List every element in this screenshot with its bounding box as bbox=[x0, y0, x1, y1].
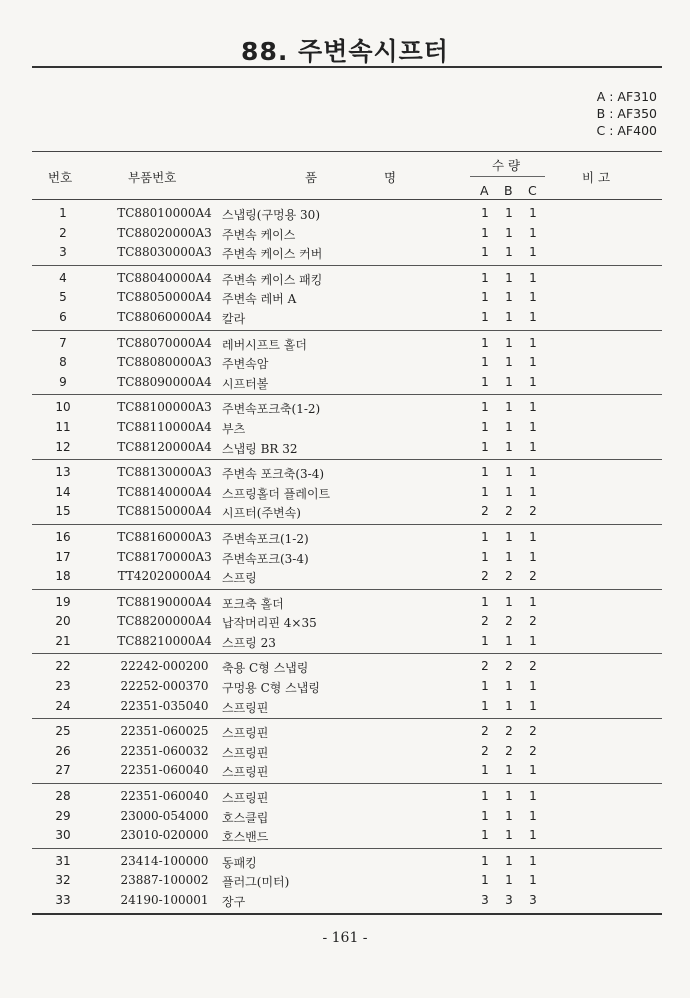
cell-part-name: 스프링핀 bbox=[222, 726, 269, 741]
cell-qty-b: 1 bbox=[505, 290, 513, 305]
table-row bbox=[32, 269, 662, 289]
table-row bbox=[32, 787, 662, 807]
cell-qty-c: 1 bbox=[529, 400, 537, 415]
cell-part-number: 22351-060040 bbox=[120, 789, 209, 804]
cell-qty-a: 1 bbox=[481, 789, 489, 804]
table-row bbox=[32, 398, 662, 418]
cell-qty-a: 1 bbox=[481, 484, 489, 499]
cell-qty-c: 1 bbox=[529, 484, 537, 499]
cell-qty-b: 1 bbox=[505, 465, 513, 480]
cell-part-name: 주변속 포크축(3-4) bbox=[222, 467, 325, 482]
cell-qty-b: 2 bbox=[505, 569, 513, 584]
cell-qty-a: 1 bbox=[481, 808, 489, 823]
row-group bbox=[32, 525, 662, 590]
table-row bbox=[32, 593, 662, 613]
cell-part-name: 부츠 bbox=[222, 421, 246, 436]
cell-qty-b: 2 bbox=[505, 724, 513, 739]
table-row bbox=[32, 502, 662, 522]
cell-part-number: TT42020000A4 bbox=[117, 569, 212, 584]
row-group bbox=[32, 590, 662, 655]
cell-number: 23 bbox=[55, 679, 71, 694]
cell-qty-b: 1 bbox=[505, 529, 513, 544]
model-legend-item: A : AF310 bbox=[596, 89, 657, 104]
cell-qty-a: 1 bbox=[481, 245, 489, 260]
cell-part-name: 동패킹 bbox=[222, 855, 257, 870]
cell-qty-a: 1 bbox=[481, 206, 489, 220]
cell-part-number: TC88130000A3 bbox=[117, 465, 212, 480]
cell-qty-c: 1 bbox=[529, 225, 537, 240]
row-group bbox=[32, 331, 662, 396]
cell-qty-a: 1 bbox=[481, 355, 489, 370]
cell-number: 31 bbox=[55, 853, 71, 868]
cell-part-number: TC88150000A4 bbox=[117, 504, 212, 519]
cell-qty-c: 1 bbox=[529, 679, 537, 694]
row-group bbox=[32, 266, 662, 331]
cell-qty-b: 1 bbox=[505, 439, 513, 454]
header-quantity: 수 량 bbox=[492, 158, 521, 173]
cell-part-name: 플러그(미터) bbox=[222, 875, 290, 890]
cell-qty-a: 1 bbox=[481, 270, 489, 285]
cell-qty-c: 2 bbox=[529, 569, 537, 584]
cell-qty-b: 1 bbox=[505, 355, 513, 370]
cell-qty-b: 2 bbox=[505, 504, 513, 519]
cell-qty-c: 1 bbox=[529, 828, 537, 843]
cell-number: 26 bbox=[55, 743, 71, 758]
cell-qty-c: 2 bbox=[529, 504, 537, 519]
table-row bbox=[32, 483, 662, 503]
cell-number: 25 bbox=[55, 724, 71, 739]
cell-qty-a: 2 bbox=[481, 569, 489, 584]
cell-part-number: TC88120000A4 bbox=[117, 439, 212, 454]
cell-number: 8 bbox=[59, 355, 67, 370]
cell-part-number: 23887-100002 bbox=[120, 873, 209, 888]
row-group bbox=[32, 849, 662, 915]
model-legend-item: C : AF400 bbox=[596, 123, 657, 138]
cell-part-name: 장구 bbox=[222, 895, 246, 909]
table-row bbox=[32, 612, 662, 632]
cell-qty-c: 1 bbox=[529, 419, 537, 434]
cell-part-number: TC88100000A3 bbox=[117, 400, 212, 415]
cell-number: 28 bbox=[55, 789, 71, 804]
cell-qty-a: 1 bbox=[481, 529, 489, 544]
cell-qty-b: 1 bbox=[505, 419, 513, 434]
cell-number: 2 bbox=[59, 225, 67, 240]
table-row bbox=[32, 852, 662, 872]
cell-qty-b: 1 bbox=[505, 270, 513, 285]
cell-qty-c: 1 bbox=[529, 374, 537, 389]
cell-qty-c: 1 bbox=[529, 808, 537, 823]
cell-number: 13 bbox=[55, 465, 71, 480]
cell-qty-c: 1 bbox=[529, 633, 537, 648]
cell-number: 19 bbox=[55, 594, 71, 609]
header-note: 비 고 bbox=[582, 170, 611, 185]
cell-qty-a: 1 bbox=[481, 853, 489, 868]
title-divider bbox=[32, 66, 662, 68]
cell-part-number: TC88090000A4 bbox=[117, 374, 212, 389]
model-legend-item: B : AF350 bbox=[596, 106, 657, 121]
cell-number: 14 bbox=[55, 484, 71, 499]
cell-part-name: 주변속 케이스 커버 bbox=[222, 247, 323, 262]
cell-qty-b: 3 bbox=[505, 893, 513, 907]
cell-qty-c: 1 bbox=[529, 309, 537, 324]
table-row bbox=[32, 463, 662, 483]
cell-part-number: TC88040000A4 bbox=[117, 270, 212, 285]
cell-qty-b: 1 bbox=[505, 873, 513, 888]
table-row bbox=[32, 373, 662, 393]
cell-number: 3 bbox=[59, 245, 67, 260]
model-legend bbox=[597, 88, 658, 139]
cell-qty-b: 1 bbox=[505, 206, 513, 220]
cell-qty-b: 1 bbox=[505, 549, 513, 564]
cell-number: 29 bbox=[55, 808, 71, 823]
row-group bbox=[32, 654, 662, 719]
table-row bbox=[32, 288, 662, 308]
cell-part-number: TC88190000A4 bbox=[117, 594, 212, 609]
cell-qty-c: 2 bbox=[529, 724, 537, 739]
cell-qty-b: 1 bbox=[505, 808, 513, 823]
cell-part-number: TC88110000A4 bbox=[117, 419, 212, 434]
cell-qty-c: 1 bbox=[529, 853, 537, 868]
cell-qty-b: 1 bbox=[505, 594, 513, 609]
cell-part-number: 23000-054000 bbox=[120, 808, 209, 823]
cell-qty-b: 1 bbox=[505, 484, 513, 499]
cell-qty-a: 1 bbox=[481, 549, 489, 564]
cell-qty-a: 1 bbox=[481, 419, 489, 434]
header-qty-c: C bbox=[528, 183, 537, 198]
table-row bbox=[32, 334, 662, 354]
cell-part-name: 스프링핀 bbox=[222, 765, 269, 780]
page-number: - 161 - bbox=[322, 930, 368, 946]
cell-part-number: 22351-035040 bbox=[120, 698, 209, 713]
row-group bbox=[32, 460, 662, 525]
cell-part-name: 스프링핀 bbox=[222, 745, 269, 760]
table-row bbox=[32, 742, 662, 762]
cell-part-number: TC88050000A4 bbox=[117, 290, 212, 305]
table-row bbox=[32, 807, 662, 827]
cell-qty-a: 2 bbox=[481, 504, 489, 519]
cell-part-number: TC88210000A4 bbox=[117, 633, 212, 648]
cell-qty-c: 1 bbox=[529, 549, 537, 564]
cell-qty-b: 1 bbox=[505, 309, 513, 324]
cell-part-name: 호스클립 bbox=[222, 810, 269, 825]
cell-qty-a: 1 bbox=[481, 290, 489, 305]
header-no: 번호 bbox=[48, 170, 73, 185]
cell-part-name: 스냅링(구멍용 30) bbox=[222, 208, 320, 222]
cell-qty-a: 1 bbox=[481, 873, 489, 888]
cell-qty-a: 1 bbox=[481, 400, 489, 415]
cell-qty-a: 1 bbox=[481, 225, 489, 240]
cell-part-number: TC88160000A3 bbox=[117, 529, 212, 544]
cell-part-name: 구멍용 C형 스냅링 bbox=[222, 681, 320, 696]
cell-part-name: 스프링 23 bbox=[222, 635, 276, 650]
table-row bbox=[32, 548, 662, 568]
cell-qty-c: 1 bbox=[529, 789, 537, 804]
cell-part-number: TC88020000A3 bbox=[117, 225, 212, 240]
cell-part-name: 주변속 케이스 bbox=[222, 227, 296, 242]
cell-part-number: 22351-060025 bbox=[120, 724, 209, 739]
cell-part-name: 주변속 케이스 패킹 bbox=[222, 272, 323, 287]
row-group bbox=[32, 201, 662, 266]
cell-qty-a: 1 bbox=[481, 374, 489, 389]
cell-qty-c: 2 bbox=[529, 614, 537, 629]
cell-number: 1 bbox=[59, 206, 67, 220]
cell-part-name: 주변속 레버 A bbox=[222, 292, 297, 307]
cell-part-name: 스프링핀 bbox=[222, 791, 269, 806]
cell-qty-a: 2 bbox=[481, 614, 489, 629]
cell-qty-a: 1 bbox=[481, 679, 489, 694]
cell-qty-a: 2 bbox=[481, 743, 489, 758]
table-row bbox=[32, 697, 662, 717]
cell-qty-c: 1 bbox=[529, 290, 537, 305]
cell-number: 24 bbox=[55, 698, 71, 713]
cell-qty-c: 1 bbox=[529, 873, 537, 888]
header-name-part2: 명 bbox=[384, 170, 397, 185]
table-row bbox=[32, 353, 662, 373]
cell-qty-c: 1 bbox=[529, 763, 537, 778]
cell-part-number: TC88030000A3 bbox=[117, 245, 212, 260]
cell-part-number: 22351-060032 bbox=[120, 743, 209, 758]
cell-part-number: 22351-060040 bbox=[120, 763, 209, 778]
cell-number: 4 bbox=[59, 270, 67, 285]
cell-qty-c: 1 bbox=[529, 270, 537, 285]
table-row bbox=[32, 567, 662, 587]
parts-table bbox=[32, 201, 662, 915]
cell-number: 7 bbox=[59, 335, 67, 350]
cell-qty-b: 1 bbox=[505, 374, 513, 389]
cell-number: 33 bbox=[55, 893, 71, 907]
cell-part-number: 24190-100001 bbox=[120, 893, 209, 907]
header-name-part1: 품 bbox=[305, 170, 318, 185]
cell-number: 20 bbox=[55, 614, 71, 629]
cell-qty-a: 1 bbox=[481, 309, 489, 324]
quantity-header-rule bbox=[470, 176, 545, 177]
cell-number: 16 bbox=[55, 529, 71, 544]
cell-qty-a: 3 bbox=[481, 893, 489, 907]
cell-qty-b: 1 bbox=[505, 225, 513, 240]
cell-part-number: TC88070000A4 bbox=[117, 335, 212, 350]
table-row bbox=[32, 891, 662, 911]
table-row bbox=[32, 677, 662, 697]
cell-number: 21 bbox=[55, 633, 71, 648]
cell-qty-a: 1 bbox=[481, 439, 489, 454]
cell-qty-b: 1 bbox=[505, 789, 513, 804]
cell-part-name: 칼라 bbox=[222, 311, 246, 326]
cell-part-number: TC88200000A4 bbox=[117, 614, 212, 629]
cell-part-name: 주변속암 bbox=[222, 357, 269, 372]
table-row bbox=[32, 224, 662, 244]
cell-part-number: 22242-000200 bbox=[120, 659, 209, 674]
table-row bbox=[32, 528, 662, 548]
cell-qty-c: 3 bbox=[529, 893, 537, 907]
cell-qty-c: 1 bbox=[529, 594, 537, 609]
cell-part-name: 스냅링 BR 32 bbox=[222, 441, 298, 456]
cell-qty-a: 1 bbox=[481, 828, 489, 843]
cell-part-name: 레버시프트 홀더 bbox=[222, 337, 307, 352]
cell-part-number: TC88010000A4 bbox=[117, 206, 212, 220]
table-row bbox=[32, 308, 662, 328]
cell-part-number: TC88080000A3 bbox=[117, 355, 212, 370]
cell-qty-b: 1 bbox=[505, 853, 513, 868]
header-top-rule bbox=[32, 151, 662, 152]
cell-qty-b: 1 bbox=[505, 245, 513, 260]
table-row bbox=[32, 438, 662, 458]
table-row bbox=[32, 657, 662, 677]
cell-qty-a: 2 bbox=[481, 724, 489, 739]
cell-qty-a: 1 bbox=[481, 465, 489, 480]
cell-qty-b: 1 bbox=[505, 633, 513, 648]
cell-qty-b: 1 bbox=[505, 828, 513, 843]
cell-qty-b: 2 bbox=[505, 743, 513, 758]
cell-part-name: 스프링홀더 플레이트 bbox=[222, 486, 331, 501]
row-group bbox=[32, 395, 662, 460]
cell-number: 6 bbox=[59, 309, 67, 324]
table-row bbox=[32, 243, 662, 263]
cell-number: 9 bbox=[59, 374, 67, 389]
table-row bbox=[32, 826, 662, 846]
cell-part-name: 호스밴드 bbox=[222, 830, 269, 845]
cell-qty-c: 1 bbox=[529, 206, 537, 220]
cell-number: 30 bbox=[55, 828, 71, 843]
cell-part-number: 23414-100000 bbox=[120, 853, 209, 868]
cell-qty-c: 1 bbox=[529, 529, 537, 544]
cell-qty-a: 1 bbox=[481, 335, 489, 350]
cell-qty-a: 1 bbox=[481, 594, 489, 609]
cell-number: 22 bbox=[55, 659, 71, 674]
cell-part-name: 시프터(주변속) bbox=[222, 506, 301, 521]
header-qty-b: B bbox=[504, 183, 513, 198]
cell-part-name: 납작머리핀 4×35 bbox=[222, 616, 317, 631]
cell-part-number: TC88140000A4 bbox=[117, 484, 212, 499]
cell-number: 12 bbox=[55, 439, 71, 454]
table-row bbox=[32, 871, 662, 891]
cell-qty-b: 1 bbox=[505, 335, 513, 350]
cell-number: 15 bbox=[55, 504, 71, 519]
cell-qty-c: 1 bbox=[529, 245, 537, 260]
cell-qty-a: 2 bbox=[481, 659, 489, 674]
table-row bbox=[32, 761, 662, 781]
cell-number: 11 bbox=[55, 419, 71, 434]
page-title: 88. 주변속시프터 bbox=[241, 37, 449, 66]
table-row bbox=[32, 418, 662, 438]
cell-qty-a: 1 bbox=[481, 698, 489, 713]
cell-part-name: 스프링 bbox=[222, 571, 257, 586]
cell-qty-a: 1 bbox=[481, 763, 489, 778]
table-row bbox=[32, 204, 662, 224]
cell-qty-c: 1 bbox=[529, 355, 537, 370]
cell-part-name: 주변속포크(3-4) bbox=[222, 551, 309, 566]
header-qty-a: A bbox=[480, 183, 489, 198]
cell-qty-a: 1 bbox=[481, 633, 489, 648]
cell-qty-c: 1 bbox=[529, 439, 537, 454]
cell-part-number: TC88060000A4 bbox=[117, 309, 212, 324]
cell-qty-b: 1 bbox=[505, 679, 513, 694]
cell-number: 17 bbox=[55, 549, 71, 564]
cell-qty-c: 2 bbox=[529, 743, 537, 758]
cell-number: 18 bbox=[55, 569, 71, 584]
cell-part-name: 시프터볼 bbox=[222, 376, 269, 391]
cell-qty-c: 1 bbox=[529, 335, 537, 350]
cell-part-name: 주변속포크축(1-2) bbox=[222, 402, 321, 417]
cell-part-number: TC88170000A3 bbox=[117, 549, 212, 564]
cell-number: 10 bbox=[55, 400, 71, 415]
cell-part-name: 스프링핀 bbox=[222, 700, 269, 715]
cell-part-name: 축용 C형 스냅링 bbox=[222, 661, 309, 676]
header-part-number: 부품번호 bbox=[128, 170, 177, 185]
cell-number: 27 bbox=[55, 763, 71, 778]
header-bottom-rule bbox=[32, 199, 662, 200]
cell-qty-b: 2 bbox=[505, 614, 513, 629]
table-row bbox=[32, 632, 662, 652]
cell-qty-b: 2 bbox=[505, 659, 513, 674]
table-row bbox=[32, 722, 662, 742]
cell-part-number: 23010-020000 bbox=[120, 828, 209, 843]
cell-qty-b: 1 bbox=[505, 400, 513, 415]
cell-part-number: 22252-000370 bbox=[120, 679, 209, 694]
row-group bbox=[32, 784, 662, 849]
cell-qty-c: 1 bbox=[529, 698, 537, 713]
cell-qty-b: 1 bbox=[505, 763, 513, 778]
cell-part-name: 포크축 홀더 bbox=[222, 596, 284, 611]
cell-number: 5 bbox=[59, 290, 67, 305]
cell-number: 32 bbox=[55, 873, 71, 888]
row-group bbox=[32, 719, 662, 784]
cell-qty-b: 1 bbox=[505, 698, 513, 713]
cell-qty-c: 1 bbox=[529, 465, 537, 480]
cell-qty-c: 2 bbox=[529, 659, 537, 674]
cell-part-name: 주변속포크(1-2) bbox=[222, 531, 309, 546]
